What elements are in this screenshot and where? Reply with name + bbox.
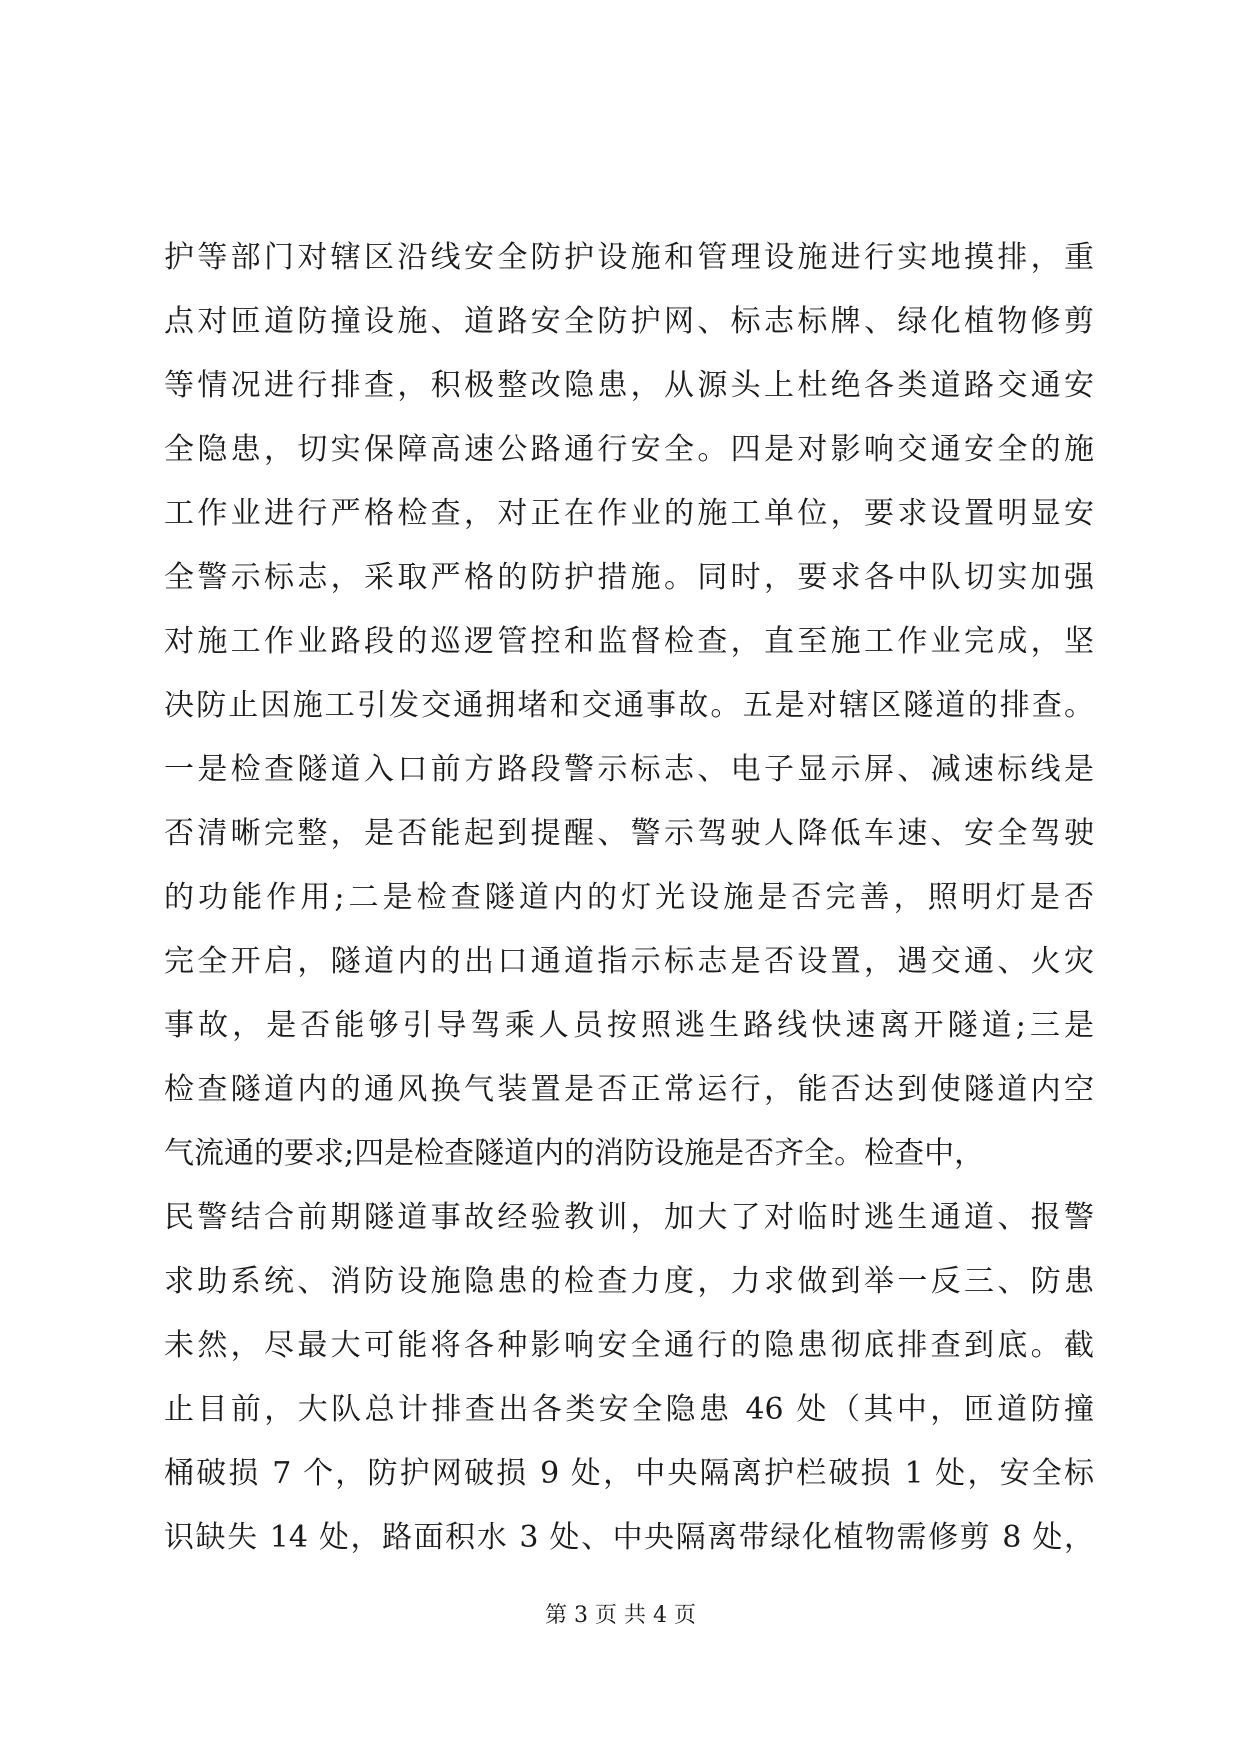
text-line: 工作业进行严格检查，对正在作业的施工单位，要求设置明显安 — [164, 496, 1094, 531]
text-line: 桶破损 7 个，防护网破损 9 处，中央隔离护栏破损 1 处，安全标 — [164, 1456, 1094, 1491]
text-line: 全警示标志，采取严格的防护措施。同时，要求各中队切实加强 — [164, 560, 1094, 595]
text-line: 完全开启，隧道内的出口通道指示标志是否设置，遇交通、火灾 — [164, 944, 1094, 979]
text-line: 民警结合前期隧道事故经验教训，加大了对临时逃生通道、报警 — [164, 1200, 1094, 1235]
text-line: 的功能作用;二是检查隧道内的灯光设施是否完善，照明灯是否 — [164, 880, 1094, 915]
text-line: 等情况进行排查，积极整改隐患，从源头上杜绝各类道路交通安 — [164, 368, 1094, 403]
text-line: 全隐患，切实保障高速公路通行安全。四是对影响交通安全的施 — [164, 432, 1094, 467]
text-line: 对施工作业路段的巡逻管控和监督检查，直至施工作业完成，坚 — [164, 624, 1094, 659]
body-text — [164, 226, 1094, 1570]
text-line: 未然，尽最大可能将各种影响安全通行的隐患彻底排查到底。截 — [164, 1328, 1094, 1363]
text-line: 否清晰完整，是否能起到提醒、警示驾驶人降低车速、安全驾驶 — [164, 816, 1094, 851]
text-line: 检查隧道内的通风换气装置是否正常运行，能否达到使隧道内空 — [164, 1072, 1094, 1107]
text-line: 护等部门对辖区沿线安全防护设施和管理设施进行实地摸排，重 — [164, 240, 1094, 275]
text-line: 识缺失 14 处，路面积水 3 处、中央隔离带绿化植物需修剪 8 处， — [164, 1520, 1094, 1555]
text-line: 点对匝道防撞设施、道路安全防护网、标志标牌、绿化植物修剪 — [164, 304, 1094, 339]
text-line: 气流通的要求;四是检查隧道内的消防设施是否齐全。检查中， — [164, 1136, 985, 1171]
text-line: 求助系统、消防设施隐患的检查力度，力求做到举一反三、防患 — [164, 1264, 1094, 1299]
text-line: 一是检查隧道入口前方路段警示标志、电子显示屏、减速标线是 — [164, 752, 1094, 787]
text-line: 决防止因施工引发交通拥堵和交通事故。五是对辖区隧道的排查。 — [164, 688, 1094, 723]
text-line: 止目前，大队总计排查出各类安全隐患 46 处（其中，匝道防撞 — [164, 1392, 1094, 1427]
text-line: 事故，是否能够引导驾乘人员按照逃生路线快速离开隧道;三是 — [164, 1008, 1094, 1043]
page-number-footer: 第 3 页 共 4 页 — [545, 1603, 696, 1628]
